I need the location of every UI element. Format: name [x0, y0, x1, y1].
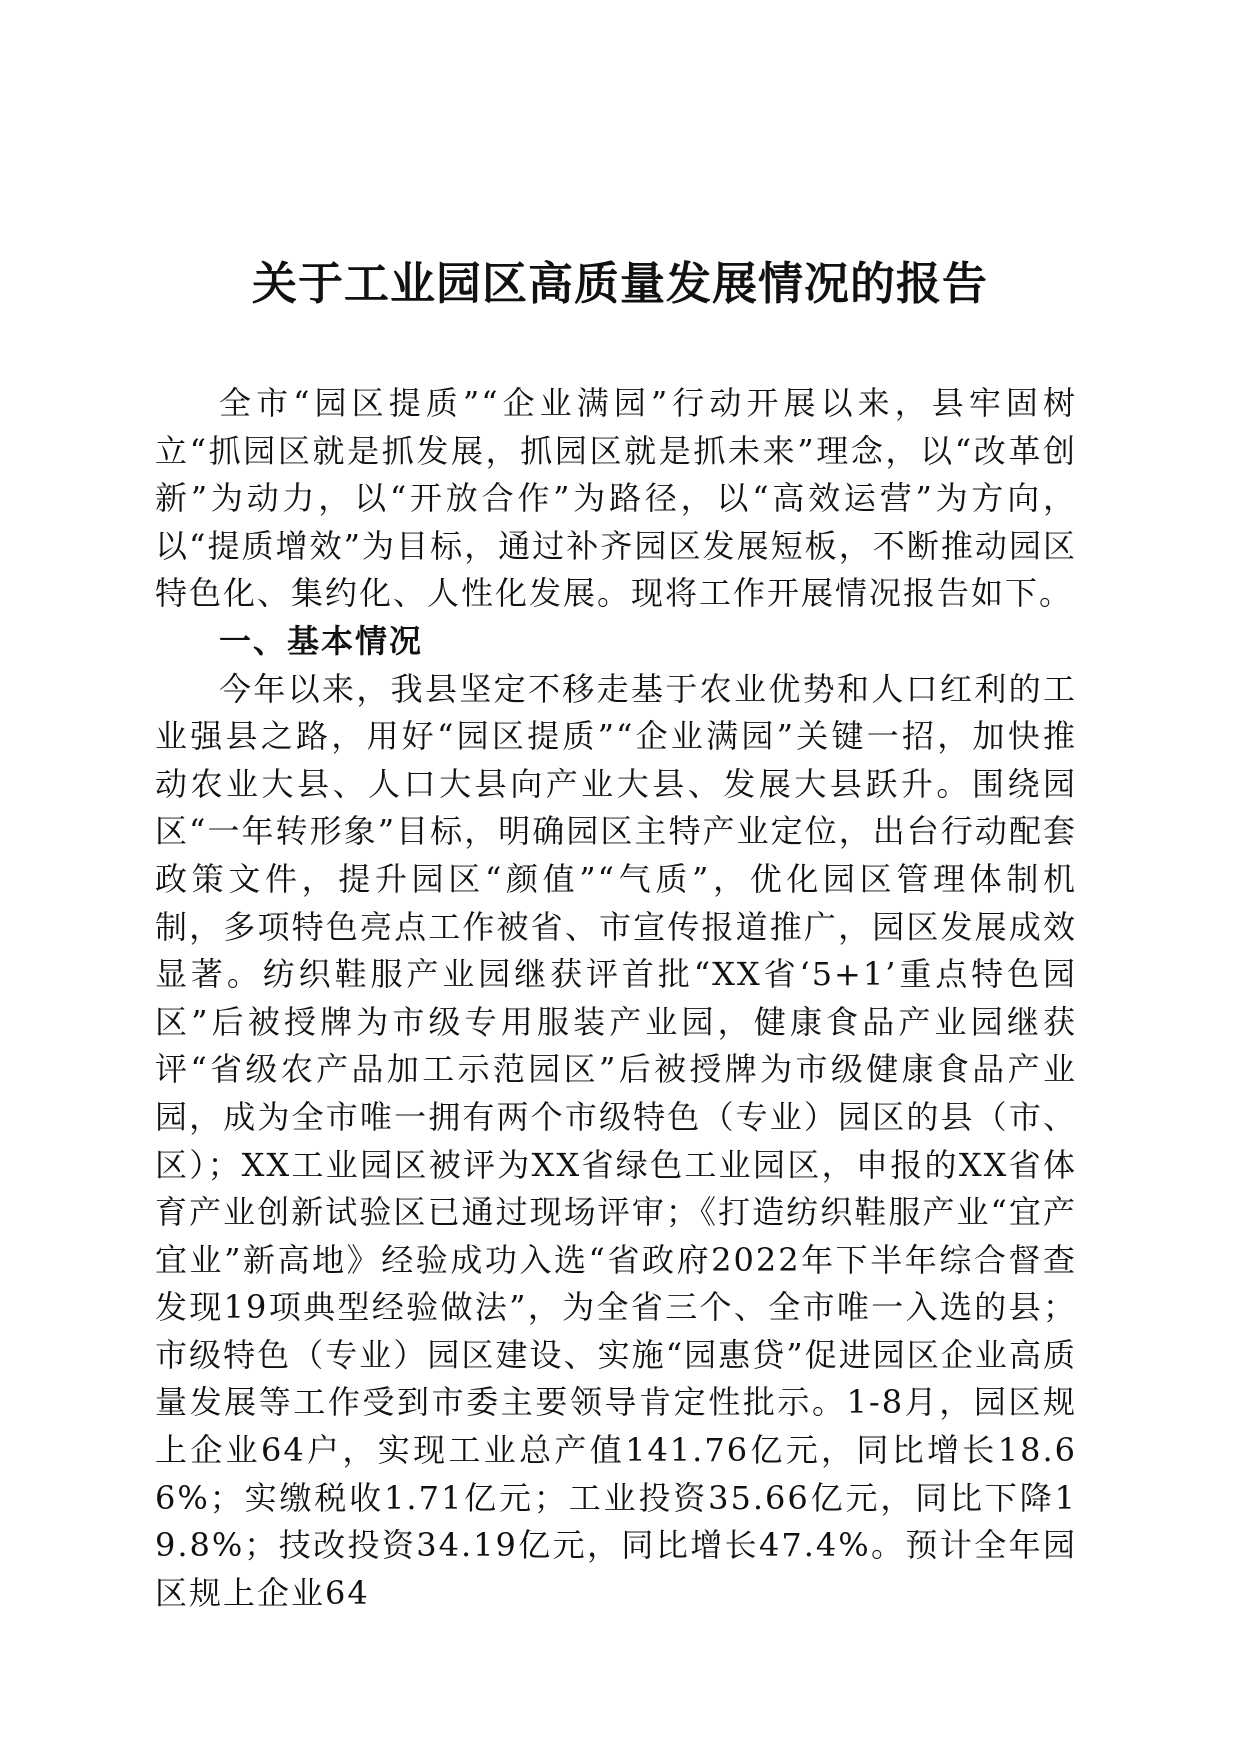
- intro-paragraph: 全市“园区提质”“企业满园”行动开展以来，县牢固树立“抓园区就是抓发展，抓园区就是抓未来”理念，以“改革创新”为动力，以“开放合作”为路径，以“高效运营”为方向，以“提质增效”为目标，通过补齐园区发展短板，不断推动园区特色化、集约化、人性化发展。现将工作开展情况报告如下。: [155, 384, 1077, 613]
- section-paragraph-basic-situation: 今年以来，我县坚定不移走基于农业优势和人口红利的工业强县之路，用好“园区提质”“企业满园”关键一招，加快推动农业大县、人口大县向产业大县、发展大县跃升。围绕园区“一年转形象”目标，明确园区主特产业定位，出台行动配套政策文件，提升园区“颜值”“气质”，优化园区管理体制机制，多项特色亮点工作被省、市宣传报道推广，园区发展成效显著。纺织鞋服产业园继获评首批“XX省‘5+1’重点特色园区”后被授牌为市级专用服装产业园，健康食品产业园继获评“省级农产品加工示范园区”后被授牌为市级健康食品产业园，成为全市唯一拥有两个市级特色（专业）园区的县（市、区）；XX工业园区被评为XX省绿色工业园区，申报的XX省体育产业创新试验区已通过现场评审；《打造纺织鞋服产业“宜产宜业”新高地》经验成功入选“省政府2022年下半年综合督查发现19项典型经验做法”，为全省三个、全市唯一入选的县；市级特色（专业）园区建设、实施“园惠贷”促进园区企业高质量发展等工作受到市委主要领导肯定性批示。1-8月，园区规上企业64户，实现工业总产值141.76亿元，同比增长18.66%；实缴税收1.71亿元；工业投资35.66亿元，同比下降19.8%；技改投资34.19亿元，同比增长47.4%。预计全年园区规上企业64: [155, 669, 1077, 1612]
- document-body: [155, 380, 1077, 1617]
- document-title: 关于工业园区高质量发展情况的报告: [251, 257, 988, 310]
- section-heading-basic-situation: 一、基本情况: [219, 621, 424, 660]
